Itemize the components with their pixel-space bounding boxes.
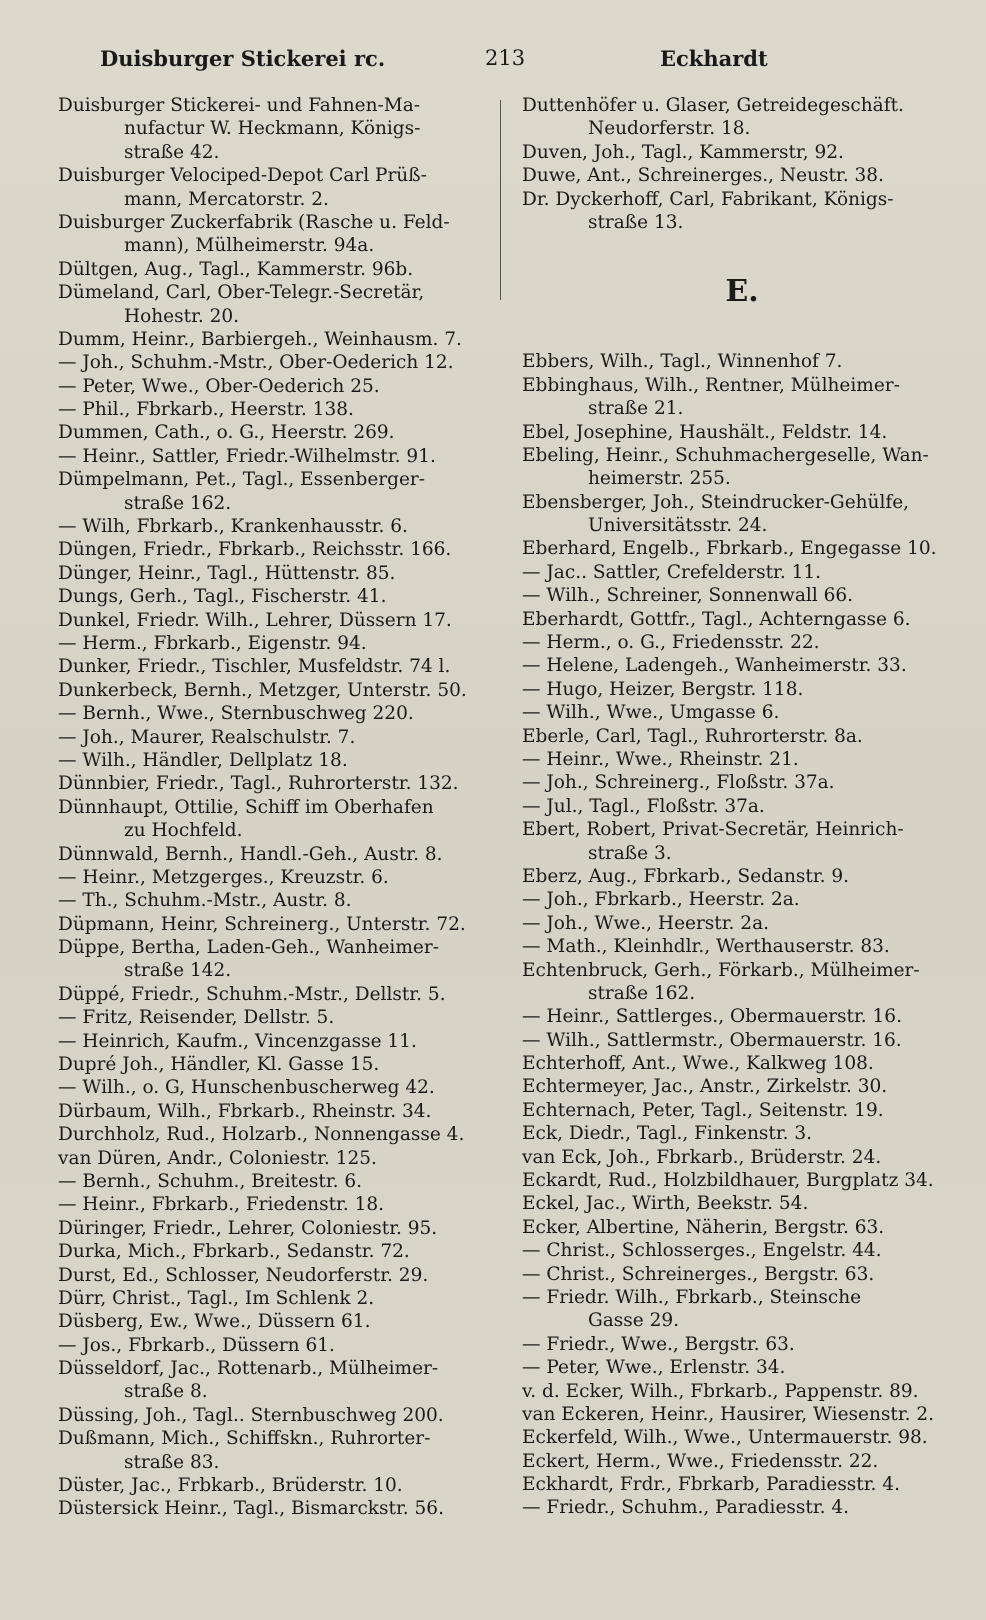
directory-entry-line: Duwe, Ant., Schreinerges., Neustr. 38. [522,165,884,187]
directory-entry-line: — Wilh., Schreiner, Sonnenwall 66. [522,585,854,607]
entry-continuation-line: mann), Mülheimerstr. 94a. [124,235,375,257]
directory-entry-line: Dr. Dyckerhoff, Carl, Fabrikant, Königs- [522,188,894,210]
directory-entry-line: — Wilh., Händler, Dellplatz 18. [58,749,348,771]
right-column-top-entries [522,94,962,234]
directory-entry-line: Düngen, Friedr., Fbrkarb., Reichsstr. 166. [58,539,452,561]
page-number: 213 [485,46,526,70]
left-column [58,94,498,1521]
directory-entry-line: Düssing, Joh., Tagl.. Sternbuschweg 200. [58,1404,444,1426]
directory-entry-line: — Peter, Wwe., Ober-Oederich 25. [58,375,380,397]
entry-continuation-line: Neudorferstr. 18. [588,118,751,140]
directory-entry-line: Düsberg, Ew., Wwe., Düssern 61. [58,1311,371,1333]
directory-entry-line: Eberhard, Engelb., Fbrkarb., Engegasse 10. [522,538,937,560]
directory-entry-line: Düringer, Friedr., Lehrer, Coloniestr. 95. [58,1217,438,1239]
directory-entry-line: Dußmann, Mich., Schiffskn., Ruhrorter- [58,1428,431,1450]
directory-entry-line: Dünnhaupt, Ottilie, Schiff im Oberhafen [58,796,434,818]
entry-continuation-line: Gasse 29. [588,1310,680,1332]
directory-entry-line: Düsseldorf, Jac., Rottenarb., Mülheimer- [58,1358,439,1380]
directory-entry-line: Düppé, Friedr., Schuhm.-Mstr., Dellstr. 5. [58,983,446,1005]
directory-entry-line: Düppe, Bertha, Laden-Geh., Wanheimer- [58,937,439,959]
directory-entry-line: — Christ., Schlosserges., Engelstr. 44. [522,1240,882,1262]
directory-entry-line: — Bernh., Wwe., Sternbuschweg 220. [58,703,414,725]
entry-continuation-line: heimerstr. 255. [588,468,731,490]
directory-entry-line: Durchholz, Rud., Holzarb., Nonnengasse 4. [58,1124,465,1146]
right-column [522,94,962,1520]
directory-entry-line: Echtenbruck, Gerh., Förkarb., Mülheimer- [522,959,920,981]
directory-entry-line: — Hugo, Heizer, Bergstr. 118. [522,678,804,700]
directory-entry-line: Dumm, Heinr., Barbiergeh., Weinhausm. 7. [58,328,462,350]
directory-entry-line: Dünnbier, Friedr., Tagl., Ruhrorterstr. 132. [58,773,459,795]
directory-entry-line: — Joh., Wwe., Heerstr. 2a. [522,912,769,934]
directory-entry-line: — Joh., Fbrkarb., Heerstr. 2a. [522,889,800,911]
directory-entry-line: Ebbers, Wilh., Tagl., Winnenhof 7. [522,351,843,373]
entry-continuation-line: straße 162. [124,492,232,514]
directory-entry-line: — Herm., o. G., Friedensstr. 22. [522,632,820,654]
directory-entry-line: — Friedr., Wwe., Bergstr. 63. [522,1333,795,1355]
directory-entry-line: — Fritz, Reisender, Dellstr. 5. [58,1007,335,1029]
directory-entry-line: — Math., Kleinhdlr., Werthauserstr. 83. [522,936,890,958]
directory-entry-line: — Joh., Schreinerg., Floßstr. 37a. [522,772,835,794]
directory-entry-line: — Heinr., Sattler, Friedr.-Wilhelmstr. 91. [58,445,436,467]
directory-entry-line: Eberhardt, Gottfr., Tagl., Achterngasse 6. [522,608,911,630]
entry-continuation-line: straße 83. [124,1451,220,1473]
directory-entry-line: Ebel, Josephine, Haushält., Feldstr. 14. [522,421,888,443]
directory-entry-line: Eckerfeld, Wilh., Wwe., Untermauerstr. 98. [522,1427,928,1449]
directory-entry-line: Dültgen, Aug., Tagl., Kammerstr. 96b. [58,258,414,280]
directory-entry-line: — Jac.. Sattler, Crefelderstr. 11. [522,561,822,583]
directory-entry-line: — Heinr., Fbrkarb., Friedenstr. 18. [58,1194,385,1216]
directory-entry-line: v. d. Ecker, Wilh., Fbrkarb., Pappenstr. 89. [522,1380,919,1402]
directory-entry-line: Duisburger Zuckerfabrik (Rasche u. Feld- [58,211,450,233]
directory-entry-line: Eberle, Carl, Tagl., Ruhrorterstr. 8a. [522,725,863,747]
directory-entry-line: Duttenhöfer u. Glaser, Getreidegeschäft. [522,95,904,116]
directory-entry-line: — Helene, Ladengeh., Wanheimerstr. 33. [522,655,907,677]
page-header [0,46,986,82]
directory-entry-line: Ebeling, Heinr., Schuhmachergeselle, Wan- [522,444,929,466]
directory-entry-line: Ebbinghaus, Wilh., Rentner, Mülheimer- [522,374,900,396]
directory-entry-line: Dümeland, Carl, Ober-Telegr.-Secretär, [58,282,425,304]
directory-entry-line: Echterhoff, Ant., Wwe., Kalkweg 108. [522,1053,874,1075]
directory-entry-line: Eckhardt, Frdr., Fbrkarb, Paradiesstr. 4. [522,1474,900,1496]
directory-entry-line: Ecker, Albertine, Näherin, Bergstr. 63. [522,1216,885,1238]
entry-continuation-line: straße 162. [588,982,696,1004]
entry-continuation-line: mann, Mercatorstr. 2. [124,188,329,210]
directory-entry-line: van Eckeren, Heinr., Hausirer, Wiesenstr. 2. [522,1403,935,1425]
directory-entry-line: Echternach, Peter, Tagl., Seitenstr. 19. [522,1099,884,1121]
directory-entry-line: Dungs, Gerh., Tagl., Fischerstr. 41. [58,586,387,608]
directory-entry-line: Duisburger Velociped-Depot Carl Prüß- [58,165,427,187]
directory-entry-line: Durka, Mich., Fbrkarb., Sedanstr. 72. [58,1241,410,1263]
entry-continuation-line: nufactur W. Heckmann, Königs- [124,118,421,140]
directory-entry-line: — Jul., Tagl., Floßstr. 37a. [522,795,765,817]
directory-entry-line: Düster, Jac., Frbkarb., Brüderstr. 10. [58,1475,403,1497]
directory-entry-line: — Heinr., Wwe., Rheinstr. 21. [522,748,799,770]
directory-entry-line: Dummen, Cath., o. G., Heerstr. 269. [58,422,395,444]
directory-entry-line: — Heinr., Sattlerges., Obermauerstr. 16. [522,1006,902,1028]
directory-entry-line: Duven, Joh., Tagl., Kammerstr, 92. [522,141,844,163]
entry-continuation-line: straße 3. [588,842,672,864]
directory-entry-line: van Eck, Joh., Fbrkarb., Brüderstr. 24. [522,1146,882,1168]
directory-entry-line: Durst, Ed., Schlosser, Neudorferstr. 29. [58,1264,429,1286]
directory-entry-line: Dunkel, Friedr. Wilh., Lehrer, Düssern 17. [58,609,452,631]
header-left-title: Duisburger Stickerei rc. [100,46,386,71]
directory-entry-line: — Wilh., Wwe., Umgasse 6. [522,702,780,724]
directory-entry-line: — Heinr., Metzgerges., Kreuzstr. 6. [58,866,389,888]
directory-entry-line: — Wilh., o. G, Hunschenbuscherweg 42. [58,1077,435,1099]
entry-continuation-line: Hohestr. 20. [124,305,240,327]
directory-entry-line: Eck, Diedr., Tagl., Finkenstr. 3. [522,1123,813,1145]
directory-entry-line: Duisburger Stickerei- und Fahnen-Ma- [58,95,420,116]
directory-entry-line: Eckel, Jac., Wirth, Beekstr. 54. [522,1193,809,1215]
directory-entry-line: Dunkerbeck, Bernh., Metzger, Unterstr. 50. [58,679,467,701]
directory-entry-line: Echtermeyer, Jac., Anstr., Zirkelstr. 30. [522,1076,888,1098]
directory-entry-line: Düstersick Heinr., Tagl., Bismarckstr. 56. [58,1498,444,1520]
directory-entry-line: Dunker, Friedr., Tischler, Musfeldstr. 74 l. [58,656,451,678]
directory-entry-line: Eckardt, Rud., Holzbildhauer, Burgplatz 34. [522,1170,934,1192]
directory-entry-line: Dümpelmann, Pet., Tagl., Essenberger- [58,469,426,491]
entry-continuation-line: straße 21. [588,398,684,420]
directory-entry-line: Eberz, Aug., Fbrkarb., Sedanstr. 9. [522,865,850,887]
directory-entry-line: — Peter, Wwe., Erlenstr. 34. [522,1357,786,1379]
directory-entry-line: Dupré Joh., Händler, Kl. Gasse 15. [58,1054,380,1076]
directory-entry-line: — Christ., Schreinerges., Bergstr. 63. [522,1263,875,1285]
directory-entry-line: — Th., Schuhm.-Mstr., Austr. 8. [58,890,352,912]
column-divider [500,100,501,300]
directory-entry-line: — Jos., Fbrkarb., Düssern 61. [58,1334,335,1356]
directory-entry-line: Dürr, Christ., Tagl., Im Schlenk 2. [58,1287,375,1309]
entry-continuation-line: straße 8. [124,1381,208,1403]
directory-entry-line: Eckert, Herm., Wwe., Friedensstr. 22. [522,1450,879,1472]
directory-entry-line: van Düren, Andr., Coloniestr. 125. [58,1147,377,1169]
directory-entry-line: — Joh., Schuhm.-Mstr., Ober-Oederich 12. [58,352,454,374]
directory-entry-line: Dürbaum, Wilh., Fbrkarb., Rheinstr. 34. [58,1100,432,1122]
directory-entry-line: Ebensberger, Joh., Steindrucker-Gehülfe, [522,491,910,513]
directory-entry-line: — Wilh, Fbrkarb., Krankenhausstr. 6. [58,516,408,538]
directory-entry-line: — Heinrich, Kaufm., Vincenzgasse 11. [58,1030,417,1052]
entry-continuation-line: Universitätsstr. 24. [588,515,768,537]
directory-entry-line: — Joh., Maurer, Realschulstr. 7. [58,726,356,748]
entry-continuation-line: straße 13. [588,211,684,233]
directory-entry-line: — Wilh., Sattlermstr., Obermauerstr. 16. [522,1029,902,1051]
directory-entry-line: Düpmann, Heinr, Schreinerg., Unterstr. 72. [58,913,466,935]
entry-continuation-line: straße 142. [124,960,232,982]
directory-entry-line: — Bernh., Schuhm., Breitestr. 6. [58,1170,363,1192]
directory-entry-line: Dünnwald, Bernh., Handl.-Geh., Austr. 8. [58,843,443,865]
directory-entry-line: — Friedr., Schuhm., Paradiesstr. 4. [522,1497,850,1519]
right-column-bottom-entries [522,350,962,1520]
directory-entry-line: — Herm., Fbrkarb., Eigenstr. 94. [58,632,367,654]
entry-continuation-line: straße 42. [124,141,220,163]
directory-entry-line: — Phil., Fbrkarb., Heerstr. 138. [58,399,354,421]
section-letter: E. [725,274,759,310]
directory-entry-line: Dünger, Heinr., Tagl., Hüttenstr. 85. [58,562,396,584]
entry-continuation-line: zu Hochfeld. [124,820,243,842]
directory-entry-line: Ebert, Robert, Privat-Secretär, Heinrich- [522,819,904,841]
header-right-title: Eckhardt [660,46,768,71]
directory-entry-line: — Friedr. Wilh., Fbrkarb., Steinsche [522,1286,862,1308]
